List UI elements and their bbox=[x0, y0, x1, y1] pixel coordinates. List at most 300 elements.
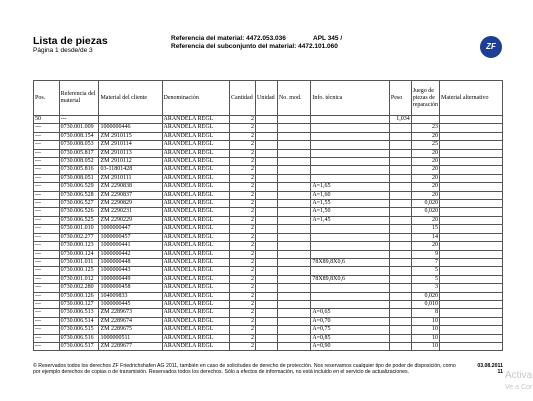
cell-mod bbox=[277, 317, 310, 325]
cell-client: ZM 2910114 bbox=[99, 141, 162, 149]
cell-repair: 0,010 bbox=[411, 300, 439, 308]
cell-denom: ARANDELA REGL bbox=[162, 166, 230, 174]
cell-mod bbox=[277, 300, 310, 308]
col-weight: Peso bbox=[389, 81, 411, 116]
cell-pos: --- bbox=[34, 183, 60, 191]
cell-repair: 8 bbox=[411, 309, 439, 317]
col-mod-number: No. mod. bbox=[277, 81, 310, 116]
cell-ref: 0730.006.516 bbox=[59, 334, 99, 342]
cell-denom: ARANDELA REGL bbox=[162, 183, 230, 191]
cell-client: 1000000446 bbox=[99, 124, 162, 132]
cell-denom: ARANDELA REGL bbox=[162, 208, 230, 216]
parts-table bbox=[33, 80, 503, 351]
cell-weight bbox=[389, 250, 411, 258]
cell-unit bbox=[255, 292, 277, 300]
cell-unit bbox=[255, 124, 277, 132]
cell-weight bbox=[389, 242, 411, 250]
cell-mod bbox=[277, 183, 310, 191]
cell-qty: 2 bbox=[230, 158, 256, 166]
cell-pos: --- bbox=[34, 191, 60, 199]
table-header-row bbox=[34, 81, 503, 116]
cell-unit bbox=[255, 158, 277, 166]
cell-alt bbox=[440, 250, 503, 258]
cell-tech: A=1,65 bbox=[311, 183, 390, 191]
cell-weight bbox=[389, 284, 411, 292]
table-row bbox=[34, 183, 503, 191]
cell-denom: ARANDELA REGL bbox=[162, 149, 230, 157]
cell-mod bbox=[277, 225, 310, 233]
cell-unit bbox=[255, 149, 277, 157]
cell-weight bbox=[389, 258, 411, 266]
cell-weight bbox=[389, 300, 411, 308]
table-row bbox=[34, 149, 503, 157]
cell-unit bbox=[255, 258, 277, 266]
cell-pos: --- bbox=[34, 149, 60, 157]
footer-page-number: 11 bbox=[497, 369, 503, 376]
cell-ref: 0730.008.053 bbox=[59, 141, 99, 149]
cell-denom: ARANDELA REGL bbox=[162, 275, 230, 283]
cell-denom: ARANDELA REGL bbox=[162, 309, 230, 317]
cell-denom: ARANDELA REGL bbox=[162, 250, 230, 258]
cell-alt bbox=[440, 334, 503, 342]
cell-mod bbox=[277, 124, 310, 132]
cell-repair: 20 bbox=[411, 216, 439, 224]
cell-repair: 20 bbox=[411, 174, 439, 182]
footer-date: 03.08.2011 bbox=[477, 363, 503, 369]
cell-ref: 0730.006.517 bbox=[59, 342, 99, 350]
cell-alt bbox=[440, 141, 503, 149]
copyright-notice: © Reservados todos los derechos ZF Friedrichshafen AG 2011, también en caso de solicitudes de derecho de protección. Nos reservamos cualquier tipo de poder de disposición, como por ejemplo derechos de copias o de transmisión. Reservados todos los derechos. Sólo a efectos de información, no está incluido en el servicio de actualizaciones. bbox=[33, 363, 456, 376]
cell-pos: --- bbox=[34, 166, 60, 174]
cell-alt bbox=[440, 116, 503, 124]
cell-alt bbox=[440, 183, 503, 191]
table-row bbox=[34, 300, 503, 308]
cell-alt bbox=[440, 284, 503, 292]
table-row bbox=[34, 317, 503, 325]
cell-unit bbox=[255, 275, 277, 283]
cell-qty: 2 bbox=[230, 132, 256, 140]
cell-unit bbox=[255, 191, 277, 199]
cell-qty: 2 bbox=[230, 250, 256, 258]
cell-denom: ARANDELA REGL bbox=[162, 200, 230, 208]
cell-alt bbox=[440, 275, 503, 283]
cell-client: 1000000449 bbox=[99, 275, 162, 283]
cell-pos: --- bbox=[34, 334, 60, 342]
cell-weight: 1,034 bbox=[389, 116, 411, 124]
table-row bbox=[34, 258, 503, 266]
cell-alt bbox=[440, 292, 503, 300]
cell-qty: 2 bbox=[230, 116, 256, 124]
cell-repair: 9 bbox=[411, 250, 439, 258]
cell-pos: --- bbox=[34, 132, 60, 140]
cell-repair: 0,020 bbox=[411, 200, 439, 208]
cell-denom: ARANDELA REGL bbox=[162, 317, 230, 325]
cell-tech bbox=[311, 300, 390, 308]
cell-mod bbox=[277, 250, 310, 258]
cell-weight bbox=[389, 208, 411, 216]
cell-mod bbox=[277, 200, 310, 208]
subassembly-reference: Referencia del subconjunto del material: 4472.101.060 bbox=[171, 43, 338, 50]
cell-unit bbox=[255, 233, 277, 241]
cell-pos: --- bbox=[34, 317, 60, 325]
cell-pos: --- bbox=[34, 233, 60, 241]
cell-denom: ARANDELA REGL bbox=[162, 334, 230, 342]
cell-unit bbox=[255, 250, 277, 258]
cell-client: 1000000441 bbox=[99, 242, 162, 250]
table-row bbox=[34, 166, 503, 174]
col-repair-kit: Juego de piezas de reparación bbox=[411, 81, 439, 116]
cell-tech bbox=[311, 250, 390, 258]
cell-denom: ARANDELA REGL bbox=[162, 132, 230, 140]
cell-client: 1000000442 bbox=[99, 250, 162, 258]
table-row bbox=[34, 233, 503, 241]
cell-weight bbox=[389, 275, 411, 283]
cell-tech bbox=[311, 141, 390, 149]
cell-qty: 2 bbox=[230, 284, 256, 292]
cell-tech bbox=[311, 284, 390, 292]
cell-repair: 0,020 bbox=[411, 208, 439, 216]
cell-alt bbox=[440, 216, 503, 224]
cell-client: 1000000443 bbox=[99, 267, 162, 275]
cell-denom: ARANDELA REGL bbox=[162, 258, 230, 266]
cell-tech bbox=[311, 242, 390, 250]
cell-repair: 10 bbox=[411, 334, 439, 342]
cell-mod bbox=[277, 284, 310, 292]
cell-weight bbox=[389, 225, 411, 233]
cell-ref: 0730.008.154 bbox=[59, 132, 99, 140]
cell-weight bbox=[389, 132, 411, 140]
cell-denom: ARANDELA REGL bbox=[162, 225, 230, 233]
cell-tech bbox=[311, 233, 390, 241]
cell-repair: 15 bbox=[411, 225, 439, 233]
cell-mod bbox=[277, 216, 310, 224]
cell-qty: 2 bbox=[230, 267, 256, 275]
cell-client: 104009833 bbox=[99, 292, 162, 300]
col-tech-info: Info. técnica bbox=[311, 81, 390, 116]
footer-meta bbox=[473, 363, 503, 376]
cell-ref: 0730.000.126 bbox=[59, 292, 99, 300]
cell-unit bbox=[255, 116, 277, 124]
cell-repair: 20 bbox=[411, 191, 439, 199]
cell-weight bbox=[389, 200, 411, 208]
cell-tech bbox=[311, 174, 390, 182]
cell-client: 1000000511 bbox=[99, 334, 162, 342]
cell-mod bbox=[277, 166, 310, 174]
cell-repair: 3 bbox=[411, 284, 439, 292]
cell-pos: --- bbox=[34, 309, 60, 317]
cell-ref: --- bbox=[59, 116, 99, 124]
cell-ref: 0730.001.009 bbox=[59, 124, 99, 132]
cell-ref: 0730.002.280 bbox=[59, 284, 99, 292]
cell-alt bbox=[440, 174, 503, 182]
table-row bbox=[34, 309, 503, 317]
cell-tech bbox=[311, 149, 390, 157]
cell-tech: A=1,50 bbox=[311, 208, 390, 216]
table-row bbox=[34, 292, 503, 300]
cell-client: ZM 2289675 bbox=[99, 326, 162, 334]
cell-unit bbox=[255, 141, 277, 149]
cell-tech: 78X89,8X0,6 bbox=[311, 258, 390, 266]
cell-tech bbox=[311, 166, 390, 174]
cell-mod bbox=[277, 208, 310, 216]
cell-qty: 2 bbox=[230, 233, 256, 241]
cell-repair: 5 bbox=[411, 267, 439, 275]
cell-mod bbox=[277, 334, 310, 342]
cell-tech: A=0,75 bbox=[311, 326, 390, 334]
cell-client: 1000000457 bbox=[99, 233, 162, 241]
col-denomination: Denominación bbox=[162, 81, 230, 116]
cell-qty: 2 bbox=[230, 174, 256, 182]
cell-qty: 2 bbox=[230, 275, 256, 283]
cell-tech bbox=[311, 267, 390, 275]
cell-weight bbox=[389, 216, 411, 224]
cell-ref: 0730.006.513 bbox=[59, 309, 99, 317]
cell-denom: ARANDELA REGL bbox=[162, 284, 230, 292]
cell-pos: --- bbox=[34, 242, 60, 250]
cell-denom: ARANDELA REGL bbox=[162, 292, 230, 300]
cell-ref: 0730.005.817 bbox=[59, 149, 99, 157]
apl-number: APL 345 / bbox=[313, 35, 343, 42]
cell-unit bbox=[255, 200, 277, 208]
cell-tech bbox=[311, 116, 390, 124]
cell-weight bbox=[389, 267, 411, 275]
table-row bbox=[34, 200, 503, 208]
cell-client: ZM 2910113 bbox=[99, 149, 162, 157]
cell-pos: --- bbox=[34, 124, 60, 132]
cell-denom: ARANDELA REGL bbox=[162, 124, 230, 132]
cell-pos: --- bbox=[34, 174, 60, 182]
cell-weight bbox=[389, 191, 411, 199]
table-row bbox=[34, 116, 503, 124]
cell-client: ZM 2290229 bbox=[99, 216, 162, 224]
cell-weight bbox=[389, 326, 411, 334]
cell-pos: --- bbox=[34, 216, 60, 224]
cell-repair: 10 bbox=[411, 317, 439, 325]
cell-repair: 20 bbox=[411, 166, 439, 174]
cell-client: ZM 2910112 bbox=[99, 158, 162, 166]
cell-unit bbox=[255, 132, 277, 140]
cell-pos: --- bbox=[34, 342, 60, 350]
cell-denom: ARANDELA REGL bbox=[162, 233, 230, 241]
cell-alt bbox=[440, 166, 503, 174]
cell-pos: --- bbox=[34, 141, 60, 149]
table-row bbox=[34, 250, 503, 258]
cell-pos: --- bbox=[34, 250, 60, 258]
cell-client: 1000000458 bbox=[99, 284, 162, 292]
cell-alt bbox=[440, 242, 503, 250]
table-row bbox=[34, 191, 503, 199]
cell-weight bbox=[389, 292, 411, 300]
cell-mod bbox=[277, 267, 310, 275]
cell-qty: 2 bbox=[230, 166, 256, 174]
cell-repair: 25 bbox=[411, 141, 439, 149]
table-row bbox=[34, 275, 503, 283]
col-client-material: Material del cliente bbox=[99, 81, 162, 116]
cell-tech: A=0,70 bbox=[311, 317, 390, 325]
cell-denom: ARANDELA REGL bbox=[162, 300, 230, 308]
table-row bbox=[34, 225, 503, 233]
cell-ref: 0730.006.526 bbox=[59, 208, 99, 216]
cell-ref: 0730.001.011 bbox=[59, 258, 99, 266]
cell-alt bbox=[440, 317, 503, 325]
cell-pos: --- bbox=[34, 300, 60, 308]
cell-alt bbox=[440, 132, 503, 140]
cell-repair: 23 bbox=[411, 124, 439, 132]
activation-watermark bbox=[505, 370, 532, 394]
col-material-ref: Referencia del material bbox=[59, 81, 99, 116]
cell-alt bbox=[440, 225, 503, 233]
table-row bbox=[34, 334, 503, 342]
cell-client: 1000000447 bbox=[99, 225, 162, 233]
table-row bbox=[34, 342, 503, 350]
table-row bbox=[34, 174, 503, 182]
cell-ref: 0730.006.514 bbox=[59, 317, 99, 325]
cell-denom: ARANDELA REGL bbox=[162, 216, 230, 224]
cell-tech bbox=[311, 225, 390, 233]
cell-weight bbox=[389, 166, 411, 174]
cell-weight bbox=[389, 317, 411, 325]
cell-weight bbox=[389, 149, 411, 157]
cell-alt bbox=[440, 200, 503, 208]
cell-alt bbox=[440, 191, 503, 199]
cell-qty: 2 bbox=[230, 309, 256, 317]
cell-repair: 20 bbox=[411, 149, 439, 157]
cell-ref: 0730.001.010 bbox=[59, 225, 99, 233]
cell-tech: A=1,45 bbox=[311, 216, 390, 224]
cell-ref: 0730.000.124 bbox=[59, 250, 99, 258]
cell-weight bbox=[389, 183, 411, 191]
cell-ref: 0730.006.515 bbox=[59, 326, 99, 334]
cell-repair: 0,020 bbox=[411, 292, 439, 300]
cell-denom: ARANDELA REGL bbox=[162, 242, 230, 250]
cell-weight bbox=[389, 334, 411, 342]
cell-alt bbox=[440, 342, 503, 350]
cell-ref: 0730.000.123 bbox=[59, 242, 99, 250]
cell-unit bbox=[255, 183, 277, 191]
cell-ref: 0730.006.527 bbox=[59, 200, 99, 208]
watermark-line-1: Activa bbox=[505, 370, 533, 381]
cell-tech: A=0,90 bbox=[311, 342, 390, 350]
cell-weight bbox=[389, 233, 411, 241]
cell-repair: 10 bbox=[411, 342, 439, 350]
cell-unit bbox=[255, 225, 277, 233]
cell-unit bbox=[255, 309, 277, 317]
cell-repair bbox=[411, 116, 439, 124]
cell-client: ZM 2290829 bbox=[99, 200, 162, 208]
table-row bbox=[34, 141, 503, 149]
cell-weight bbox=[389, 141, 411, 149]
table-row bbox=[34, 124, 503, 132]
cell-client: ZM 2290837 bbox=[99, 191, 162, 199]
table-row bbox=[34, 208, 503, 216]
cell-mod bbox=[277, 309, 310, 317]
cell-mod bbox=[277, 258, 310, 266]
cell-qty: 2 bbox=[230, 124, 256, 132]
cell-mod bbox=[277, 174, 310, 182]
cell-client: ZM 2289677 bbox=[99, 342, 162, 350]
cell-unit bbox=[255, 317, 277, 325]
cell-mod bbox=[277, 233, 310, 241]
cell-mod bbox=[277, 158, 310, 166]
cell-pos: --- bbox=[34, 200, 60, 208]
cell-mod bbox=[277, 191, 310, 199]
cell-unit bbox=[255, 267, 277, 275]
cell-unit bbox=[255, 216, 277, 224]
cell-mod bbox=[277, 326, 310, 334]
page-indicator: Página 1 desde/de 3 bbox=[33, 47, 93, 54]
cell-qty: 2 bbox=[230, 242, 256, 250]
cell-unit bbox=[255, 342, 277, 350]
cell-qty: 2 bbox=[230, 200, 256, 208]
cell-client: ZM 2910111 bbox=[99, 174, 162, 182]
cell-denom: ARANDELA REGL bbox=[162, 141, 230, 149]
cell-alt bbox=[440, 267, 503, 275]
cell-denom: ARANDELA REGL bbox=[162, 116, 230, 124]
cell-alt bbox=[440, 233, 503, 241]
cell-ref: 0730.000.127 bbox=[59, 300, 99, 308]
cell-repair: 20 bbox=[411, 132, 439, 140]
cell-repair: 20 bbox=[411, 158, 439, 166]
cell-qty: 2 bbox=[230, 342, 256, 350]
cell-pos: --- bbox=[34, 292, 60, 300]
cell-alt bbox=[440, 208, 503, 216]
col-alt-material: Material alternativo bbox=[440, 81, 503, 116]
cell-alt bbox=[440, 124, 503, 132]
cell-tech: A=0,85 bbox=[311, 334, 390, 342]
table-row bbox=[34, 242, 503, 250]
cell-qty: 2 bbox=[230, 300, 256, 308]
cell-qty: 2 bbox=[230, 292, 256, 300]
cell-unit bbox=[255, 208, 277, 216]
zf-logo-text: ZF bbox=[486, 42, 496, 51]
cell-mod bbox=[277, 149, 310, 157]
cell-client: 1000000445 bbox=[99, 300, 162, 308]
cell-pos: --- bbox=[34, 225, 60, 233]
cell-tech: A=0,65 bbox=[311, 309, 390, 317]
cell-client: ZM 2289674 bbox=[99, 317, 162, 325]
cell-unit bbox=[255, 284, 277, 292]
table-row bbox=[34, 326, 503, 334]
cell-unit bbox=[255, 300, 277, 308]
cell-denom: ARANDELA REGL bbox=[162, 158, 230, 166]
cell-weight bbox=[389, 174, 411, 182]
cell-qty: 2 bbox=[230, 326, 256, 334]
cell-mod bbox=[277, 116, 310, 124]
cell-ref: 0730.002.277 bbox=[59, 233, 99, 241]
cell-denom: ARANDELA REGL bbox=[162, 191, 230, 199]
cell-alt bbox=[440, 258, 503, 266]
table-row bbox=[34, 158, 503, 166]
cell-alt bbox=[440, 309, 503, 317]
cell-alt bbox=[440, 149, 503, 157]
cell-alt bbox=[440, 326, 503, 334]
cell-tech: A=1,60 bbox=[311, 191, 390, 199]
cell-tech bbox=[311, 292, 390, 300]
cell-ref: 0730.008.051 bbox=[59, 174, 99, 182]
cell-pos: --- bbox=[34, 258, 60, 266]
cell-client: 03-11801428 bbox=[99, 166, 162, 174]
cell-ref: 0730.001.012 bbox=[59, 275, 99, 283]
cell-alt bbox=[440, 158, 503, 166]
col-pos: Pos. bbox=[34, 81, 60, 116]
cell-qty: 2 bbox=[230, 334, 256, 342]
table-row bbox=[34, 267, 503, 275]
table-row bbox=[34, 216, 503, 224]
cell-qty: 2 bbox=[230, 216, 256, 224]
cell-ref: 0730.006.525 bbox=[59, 216, 99, 224]
cell-alt bbox=[440, 300, 503, 308]
cell-pos: --- bbox=[34, 326, 60, 334]
